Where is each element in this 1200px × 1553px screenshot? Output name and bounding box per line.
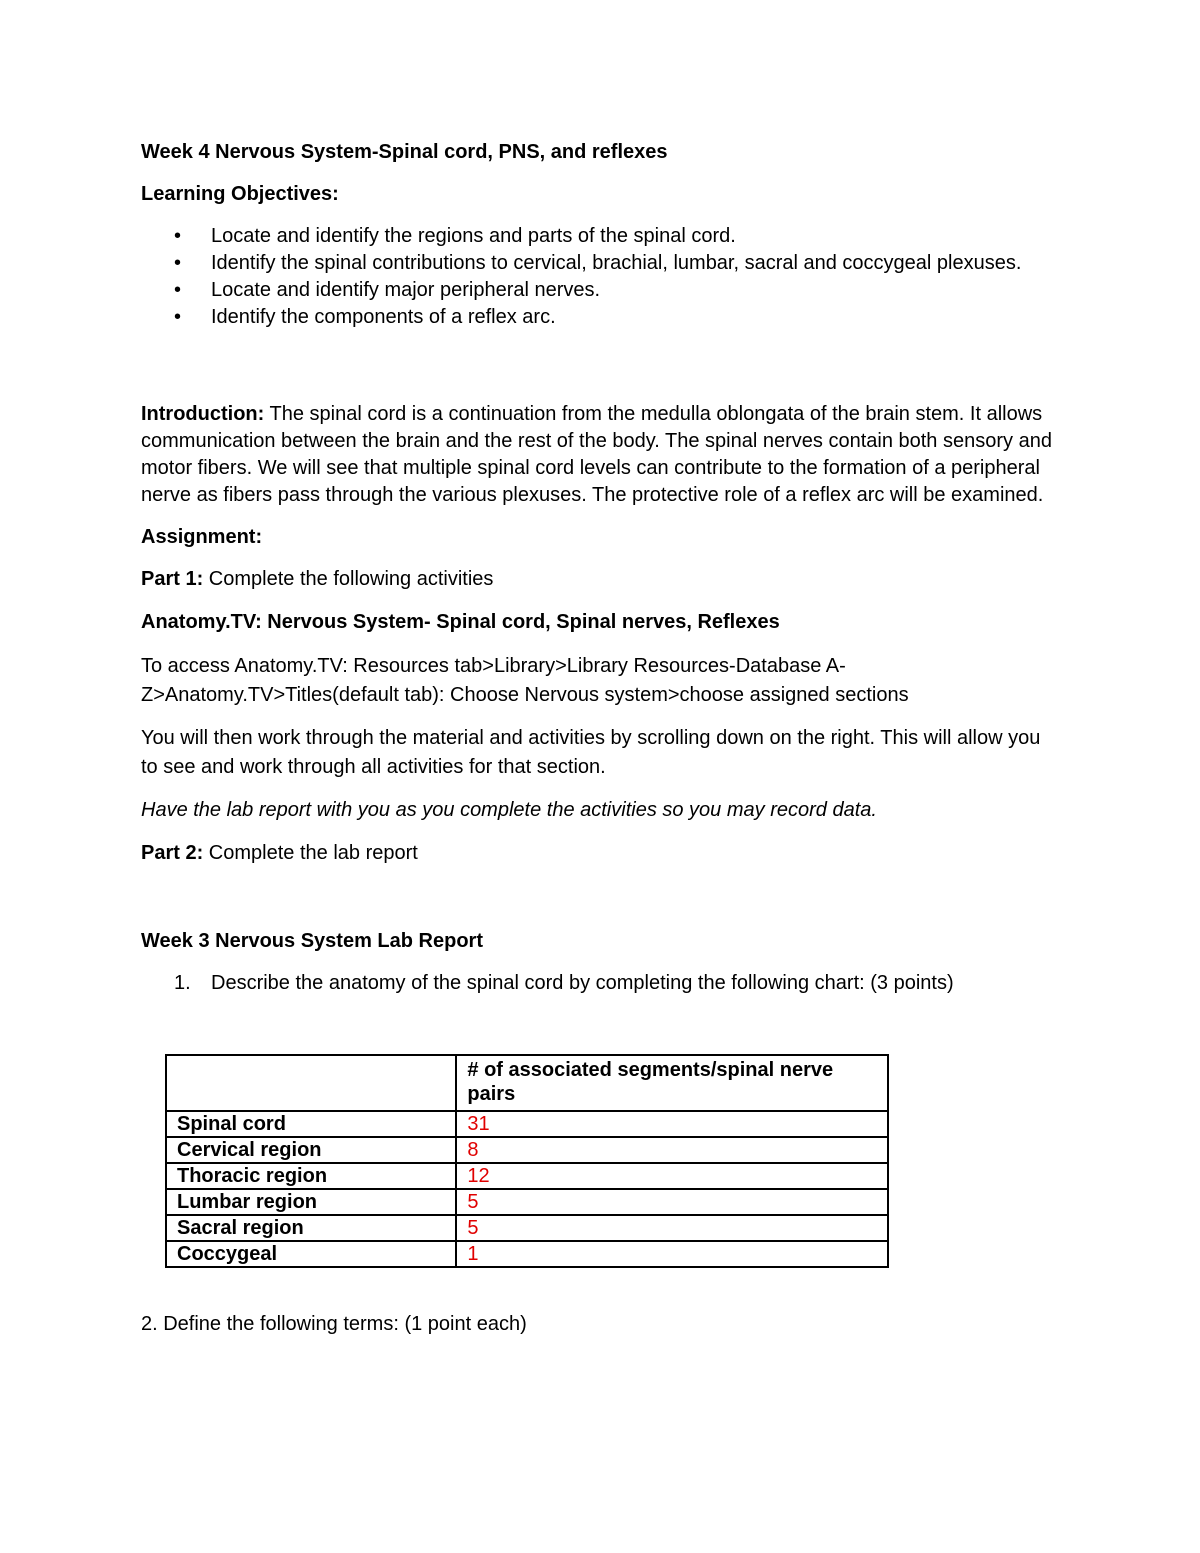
lab-report-title: Week 3 Nervous System Lab Report bbox=[141, 930, 483, 952]
table-row bbox=[166, 1215, 888, 1241]
introduction-label: Introduction: bbox=[141, 403, 265, 425]
list-item bbox=[141, 250, 1061, 277]
table-header-row bbox=[166, 1055, 888, 1111]
table-header-empty bbox=[166, 1055, 456, 1111]
bullet-icon: • bbox=[174, 225, 182, 247]
row-label: Spinal cord bbox=[166, 1111, 456, 1137]
italic-note: Have the lab report with you as you complete the activities so you may record data. bbox=[141, 799, 877, 821]
work-instructions: You will then work through the material and activities by scrolling down on the right. This will allow you to see and work through all activities for that section. bbox=[141, 727, 1041, 778]
bullet-icon: • bbox=[174, 252, 182, 274]
part1-text: Complete the following activities bbox=[203, 568, 494, 590]
question-1-text: Describe the anatomy of the spinal cord by completing the following chart: (3 points) bbox=[211, 972, 954, 994]
introduction-paragraph bbox=[141, 401, 1061, 509]
row-value: 5 bbox=[456, 1215, 888, 1241]
row-label: Coccygeal bbox=[166, 1241, 456, 1267]
part2-paragraph bbox=[141, 840, 1061, 867]
assignment-heading: Assignment: bbox=[141, 526, 263, 548]
introduction-text: The spinal cord is a continuation from the medulla oblongata of the brain stem. It allows communication between the brain and the rest of the body. The spinal nerves contain both sensory and motor fibers. We will see that multiple spinal cord levels can contribute to the formation of a peripheral nerve as fibers pass through the various plexuses. The protective role of a reflex arc will be examined. bbox=[141, 403, 1052, 506]
row-value: 8 bbox=[456, 1137, 888, 1163]
part2-label: Part 2: bbox=[141, 842, 204, 864]
list-item bbox=[141, 277, 1061, 304]
question-1-list bbox=[141, 970, 1061, 997]
row-label: Cervical region bbox=[166, 1137, 456, 1163]
table-row bbox=[166, 1241, 888, 1267]
bullet-icon: • bbox=[174, 306, 182, 328]
part1-label: Part 1: bbox=[141, 568, 204, 590]
access-instructions: To access Anatomy.TV: Resources tab>Library>Library Resources-Database A-Z>Anatomy.TV>Titles(default tab): Choose Nervous system>choose assigned sections bbox=[141, 655, 909, 706]
table-row bbox=[166, 1163, 888, 1189]
table-row bbox=[166, 1189, 888, 1215]
list-item bbox=[141, 304, 1061, 331]
part1-paragraph bbox=[141, 566, 1061, 593]
document-page bbox=[141, 139, 1061, 1335]
row-label: Lumbar region bbox=[166, 1189, 456, 1215]
bullet-icon: • bbox=[174, 279, 182, 301]
row-label: Sacral region bbox=[166, 1215, 456, 1241]
objective-text: Locate and identify the regions and parts of the spinal cord. bbox=[211, 225, 736, 247]
row-value: 1 bbox=[456, 1241, 888, 1267]
list-item bbox=[141, 223, 1061, 250]
row-value: 31 bbox=[456, 1111, 888, 1137]
objective-text: Identify the spinal contributions to cervical, brachial, lumbar, sacral and coccygeal plexuses. bbox=[211, 252, 1022, 274]
table-header-segments: # of associated segments/spinal nerve pairs bbox=[456, 1055, 888, 1111]
document-title: Week 4 Nervous System-Spinal cord, PNS, and reflexes bbox=[141, 141, 668, 163]
objective-text: Locate and identify major peripheral nerves. bbox=[211, 279, 601, 301]
spinal-cord-chart bbox=[165, 1054, 889, 1268]
row-value: 5 bbox=[456, 1189, 888, 1215]
question-2: 2. Define the following terms: (1 point each) bbox=[141, 1313, 527, 1335]
objectives-list bbox=[141, 223, 1061, 331]
anatomy-tv-heading: Anatomy.TV: Nervous System- Spinal cord, Spinal nerves, Reflexes bbox=[141, 611, 780, 633]
question-number: 1. bbox=[174, 972, 191, 994]
question-1 bbox=[141, 970, 1061, 997]
learning-objectives-heading: Learning Objectives: bbox=[141, 183, 339, 205]
objective-text: Identify the components of a reflex arc. bbox=[211, 306, 556, 328]
row-label: Thoracic region bbox=[166, 1163, 456, 1189]
table-row bbox=[166, 1137, 888, 1163]
part2-text: Complete the lab report bbox=[203, 842, 418, 864]
table-row bbox=[166, 1111, 888, 1137]
row-value: 12 bbox=[456, 1163, 888, 1189]
